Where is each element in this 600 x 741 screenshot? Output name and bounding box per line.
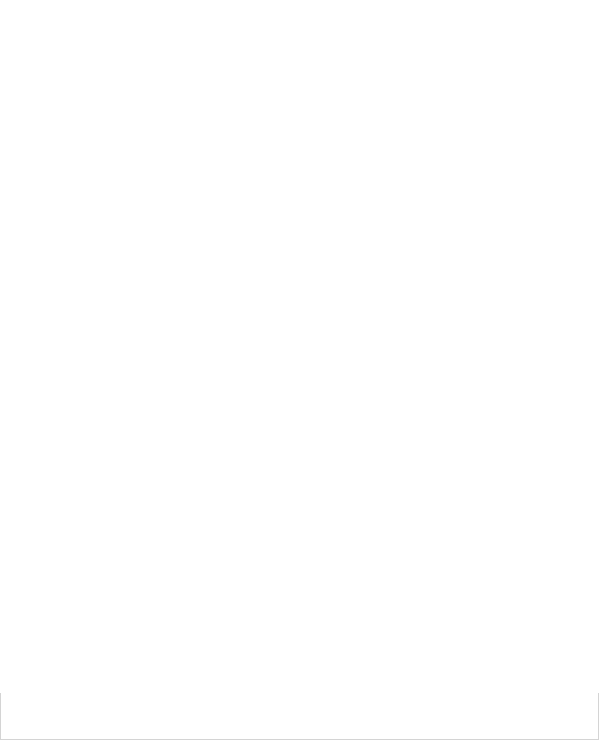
score-line-summary (0, 693, 599, 740)
